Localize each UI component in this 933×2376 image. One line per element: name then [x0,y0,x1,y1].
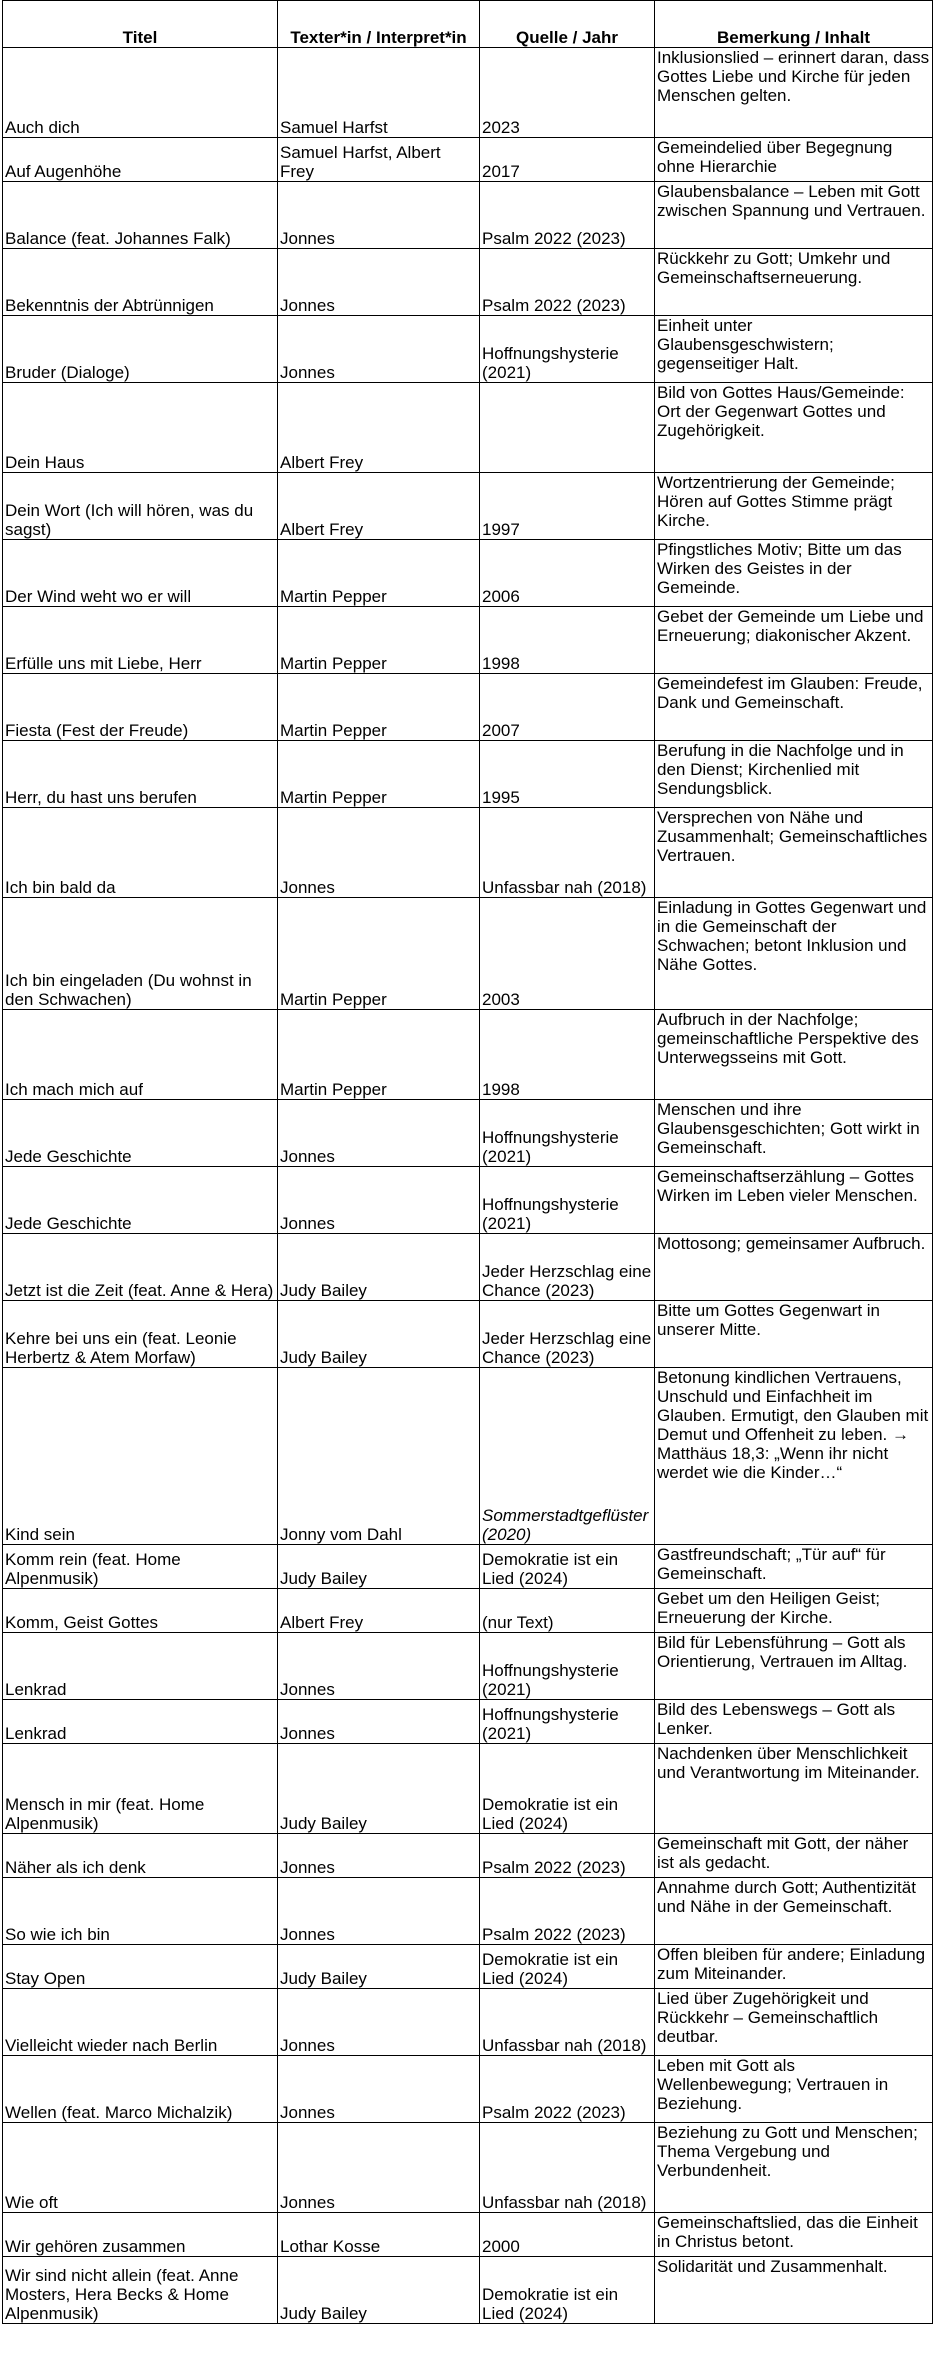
cell-artist: Jonnes [278,316,480,383]
table-row [3,2123,933,2213]
cell-source [480,383,655,473]
cell-artist: Jonnes [278,1878,480,1945]
cell-artist: Jonnes [278,2056,480,2123]
cell-title: Näher als ich denk [3,1834,278,1878]
header-artist: Texter*in / Interpret*in [278,1,480,48]
cell-artist: Martin Pepper [278,540,480,607]
cell-note: Glaubensbalance – Leben mit Gott zwischen Spannung und Vertrauen. [655,182,933,249]
table-row [3,607,933,674]
cell-source: 2017 [480,138,655,182]
cell-source: 1998 [480,607,655,674]
cell-note: Inklusionslied – erinnert daran, dass Gottes Liebe und Kirche für jeden Menschen gelten. [655,48,933,138]
cell-title: Kehre bei uns ein (feat. Leonie Herbertz & Atem Morfaw) [3,1301,278,1368]
cell-title: Herr, du hast uns berufen [3,741,278,808]
cell-note: Gemeindefest im Glauben: Freude, Dank und Gemeinschaft. [655,674,933,741]
cell-source: 1995 [480,741,655,808]
cell-artist: Jonnes [278,249,480,316]
cell-artist: Jonnes [278,1834,480,1878]
cell-title: Stay Open [3,1945,278,1989]
cell-title: Bruder (Dialoge) [3,316,278,383]
cell-source: Jeder Herzschlag eine Chance (2023) [480,1301,655,1368]
cell-artist: Martin Pepper [278,898,480,1010]
cell-artist: Albert Frey [278,473,480,540]
cell-source: 2007 [480,674,655,741]
table-row [3,2056,933,2123]
cell-artist: Judy Bailey [278,1545,480,1589]
cell-note: Berufung in die Nachfolge und in den Dienst; Kirchenlied mit Sendungsblick. [655,741,933,808]
cell-source: 1997 [480,473,655,540]
cell-source: Hoffnungshysterie (2021) [480,1633,655,1700]
cell-title: Komm rein (feat. Home Alpenmusik) [3,1545,278,1589]
cell-note: Bild für Lebensführung – Gott als Orientierung, Vertrauen im Alltag. [655,1633,933,1700]
table-row [3,1100,933,1167]
cell-artist: Judy Bailey [278,1301,480,1368]
cell-artist: Samuel Harfst, Albert Frey [278,138,480,182]
header-source: Quelle / Jahr [480,1,655,48]
cell-title: Auf Augenhöhe [3,138,278,182]
table-row [3,383,933,473]
table-row [3,1700,933,1744]
table-row [3,138,933,182]
cell-note: Einheit unter Glaubensgeschwistern; gegenseitiger Halt. [655,316,933,383]
table-row [3,1301,933,1368]
cell-source: Sommerstadtgeflüster (2020) [480,1368,655,1545]
cell-title: Jede Geschichte [3,1100,278,1167]
table-body [3,48,933,2324]
cell-note: Lied über Zugehörigkeit und Rückkehr – Gemeinschaftlich deutbar. [655,1989,933,2056]
cell-artist: Albert Frey [278,1589,480,1633]
table-row [3,1945,933,1989]
cell-title: Auch dich [3,48,278,138]
cell-artist: Jonnes [278,2123,480,2213]
table-row [3,316,933,383]
cell-artist: Martin Pepper [278,1010,480,1100]
table-row [3,1878,933,1945]
cell-title: So wie ich bin [3,1878,278,1945]
cell-artist: Martin Pepper [278,674,480,741]
cell-title: Lenkrad [3,1633,278,1700]
cell-source: Psalm 2022 (2023) [480,1878,655,1945]
cell-artist: Albert Frey [278,383,480,473]
table-row [3,898,933,1010]
cell-note: Pfingstliches Motiv; Bitte um das Wirken des Geistes in der Gemeinde. [655,540,933,607]
cell-artist: Jonnes [278,1100,480,1167]
table-row [3,473,933,540]
table-row [3,674,933,741]
cell-artist: Judy Bailey [278,2257,480,2324]
cell-source: Hoffnungshysterie (2021) [480,1700,655,1744]
cell-note: Annahme durch Gott; Authentizität und Nähe in der Gemeinschaft. [655,1878,933,1945]
cell-source: Hoffnungshysterie (2021) [480,1167,655,1234]
cell-source: Unfassbar nah (2018) [480,1989,655,2056]
cell-source: Demokratie ist ein Lied (2024) [480,1744,655,1834]
table-row [3,741,933,808]
cell-source: Demokratie ist ein Lied (2024) [480,1545,655,1589]
cell-title: Wie oft [3,2123,278,2213]
cell-title: Wir gehören zusammen [3,2213,278,2257]
cell-source: 2000 [480,2213,655,2257]
cell-title: Dein Wort (Ich will hören, was du sagst) [3,473,278,540]
cell-source: Demokratie ist ein Lied (2024) [480,1945,655,1989]
table-row [3,1834,933,1878]
table-row [3,1010,933,1100]
cell-title: Lenkrad [3,1700,278,1744]
cell-title: Ich bin bald da [3,808,278,898]
cell-note: Mottosong; gemeinsamer Aufbruch. [655,1234,933,1301]
cell-artist: Martin Pepper [278,607,480,674]
cell-note: Betonung kindlichen Vertrauens, Unschuld und Einfachheit im Glauben. Ermutigt, den Glauben mit Demut und Offenheit zu leben. → Matthäus 18,3: „Wenn ihr nicht werdet wie die Kinder…“ [655,1368,933,1545]
cell-source: Hoffnungshysterie (2021) [480,1100,655,1167]
cell-artist: Jonny vom Dahl [278,1368,480,1545]
table-row [3,1545,933,1589]
table-row [3,1368,933,1545]
header-row [3,1,933,48]
table-row [3,1234,933,1301]
cell-title: Mensch in mir (feat. Home Alpenmusik) [3,1744,278,1834]
cell-title: Erfülle uns mit Liebe, Herr [3,607,278,674]
cell-source: Psalm 2022 (2023) [480,182,655,249]
cell-title: Komm, Geist Gottes [3,1589,278,1633]
cell-artist: Jonnes [278,1700,480,1744]
cell-title: Ich bin eingeladen (Du wohnst in den Schwachen) [3,898,278,1010]
cell-title: Wellen (feat. Marco Michalzik) [3,2056,278,2123]
cell-artist: Martin Pepper [278,741,480,808]
cell-title: Balance (feat. Johannes Falk) [3,182,278,249]
cell-title: Der Wind weht wo er will [3,540,278,607]
cell-note: Gemeindelied über Begegnung ohne Hierarchie [655,138,933,182]
cell-artist: Jonnes [278,182,480,249]
cell-title: Kind sein [3,1368,278,1545]
cell-source: Unfassbar nah (2018) [480,808,655,898]
table-row [3,182,933,249]
cell-source: Jeder Herzschlag eine Chance (2023) [480,1234,655,1301]
cell-note: Gemeinschaftslied, das die Einheit in Christus betont. [655,2213,933,2257]
cell-artist: Jonnes [278,1633,480,1700]
cell-source: 2003 [480,898,655,1010]
cell-artist: Judy Bailey [278,1234,480,1301]
cell-note: Aufbruch in der Nachfolge; gemeinschaftliche Perspektive des Unterwegsseins mit Gott. [655,1010,933,1100]
cell-note: Gebet um den Heiligen Geist; Erneuerung der Kirche. [655,1589,933,1633]
table-row [3,1989,933,2056]
cell-note: Nachdenken über Menschlichkeit und Verantwortung im Miteinander. [655,1744,933,1834]
cell-note: Einladung in Gottes Gegenwart und in die Gemeinschaft der Schwachen; betont Inklusion und Nähe Gottes. [655,898,933,1010]
table-row [3,2257,933,2324]
cell-note: Bild des Lebenswegs – Gott als Lenker. [655,1700,933,1744]
cell-title: Dein Haus [3,383,278,473]
cell-title: Vielleicht wieder nach Berlin [3,1989,278,2056]
table-row [3,1744,933,1834]
cell-note: Solidarität und Zusammenhalt. [655,2257,933,2324]
table-row [3,1589,933,1633]
cell-note: Beziehung zu Gott und Menschen; Thema Vergebung und Verbundenheit. [655,2123,933,2213]
cell-note: Gebet der Gemeinde um Liebe und Erneuerung; diakonischer Akzent. [655,607,933,674]
cell-title: Jetzt ist die Zeit (feat. Anne & Hera) [3,1234,278,1301]
cell-source: 1998 [480,1010,655,1100]
table-row [3,1633,933,1700]
header-note: Bemerkung / Inhalt [655,1,933,48]
cell-note: Gemeinschaftserzählung – Gottes Wirken im Leben vieler Menschen. [655,1167,933,1234]
cell-artist: Jonnes [278,808,480,898]
cell-artist: Jonnes [278,1989,480,2056]
table-row [3,540,933,607]
cell-note: Rückkehr zu Gott; Umkehr und Gemeinschaftserneuerung. [655,249,933,316]
cell-note: Menschen und ihre Glaubensgeschichten; Gott wirkt in Gemeinschaft. [655,1100,933,1167]
cell-note: Bild von Gottes Haus/Gemeinde: Ort der Gegenwart Gottes und Zugehörigkeit. [655,383,933,473]
cell-note: Gemeinschaft mit Gott, der näher ist als gedacht. [655,1834,933,1878]
cell-title: Wir sind nicht allein (feat. Anne Mosters, Hera Becks & Home Alpenmusik) [3,2257,278,2324]
table-row [3,48,933,138]
cell-note: Leben mit Gott als Wellenbewegung; Vertrauen in Beziehung. [655,2056,933,2123]
cell-note: Wortzentrierung der Gemeinde; Hören auf Gottes Stimme prägt Kirche. [655,473,933,540]
table-row [3,808,933,898]
cell-artist: Lothar Kosse [278,2213,480,2257]
table-row [3,2213,933,2257]
cell-artist: Samuel Harfst [278,48,480,138]
table-row [3,249,933,316]
cell-source: 2023 [480,48,655,138]
cell-source: (nur Text) [480,1589,655,1633]
cell-title: Bekenntnis der Abtrünnigen [3,249,278,316]
cell-note: Bitte um Gottes Gegenwart in unserer Mitte. [655,1301,933,1368]
cell-source: Hoffnungshysterie (2021) [480,316,655,383]
cell-source: Psalm 2022 (2023) [480,2056,655,2123]
cell-source: Demokratie ist ein Lied (2024) [480,2257,655,2324]
cell-source: 2006 [480,540,655,607]
table-row [3,1167,933,1234]
cell-artist: Judy Bailey [278,1744,480,1834]
cell-source: Psalm 2022 (2023) [480,249,655,316]
song-table [2,0,933,2324]
cell-source: Psalm 2022 (2023) [480,1834,655,1878]
cell-note: Gastfreundschaft; „Tür auf“ für Gemeinschaft. [655,1545,933,1589]
cell-title: Jede Geschichte [3,1167,278,1234]
cell-note: Offen bleiben für andere; Einladung zum Miteinander. [655,1945,933,1989]
cell-title: Fiesta (Fest der Freude) [3,674,278,741]
cell-artist: Jonnes [278,1167,480,1234]
cell-source: Unfassbar nah (2018) [480,2123,655,2213]
cell-note: Versprechen von Nähe und Zusammenhalt; Gemeinschaftliches Vertrauen. [655,808,933,898]
cell-title: Ich mach mich auf [3,1010,278,1100]
header-title: Titel [3,1,278,48]
cell-artist: Judy Bailey [278,1945,480,1989]
